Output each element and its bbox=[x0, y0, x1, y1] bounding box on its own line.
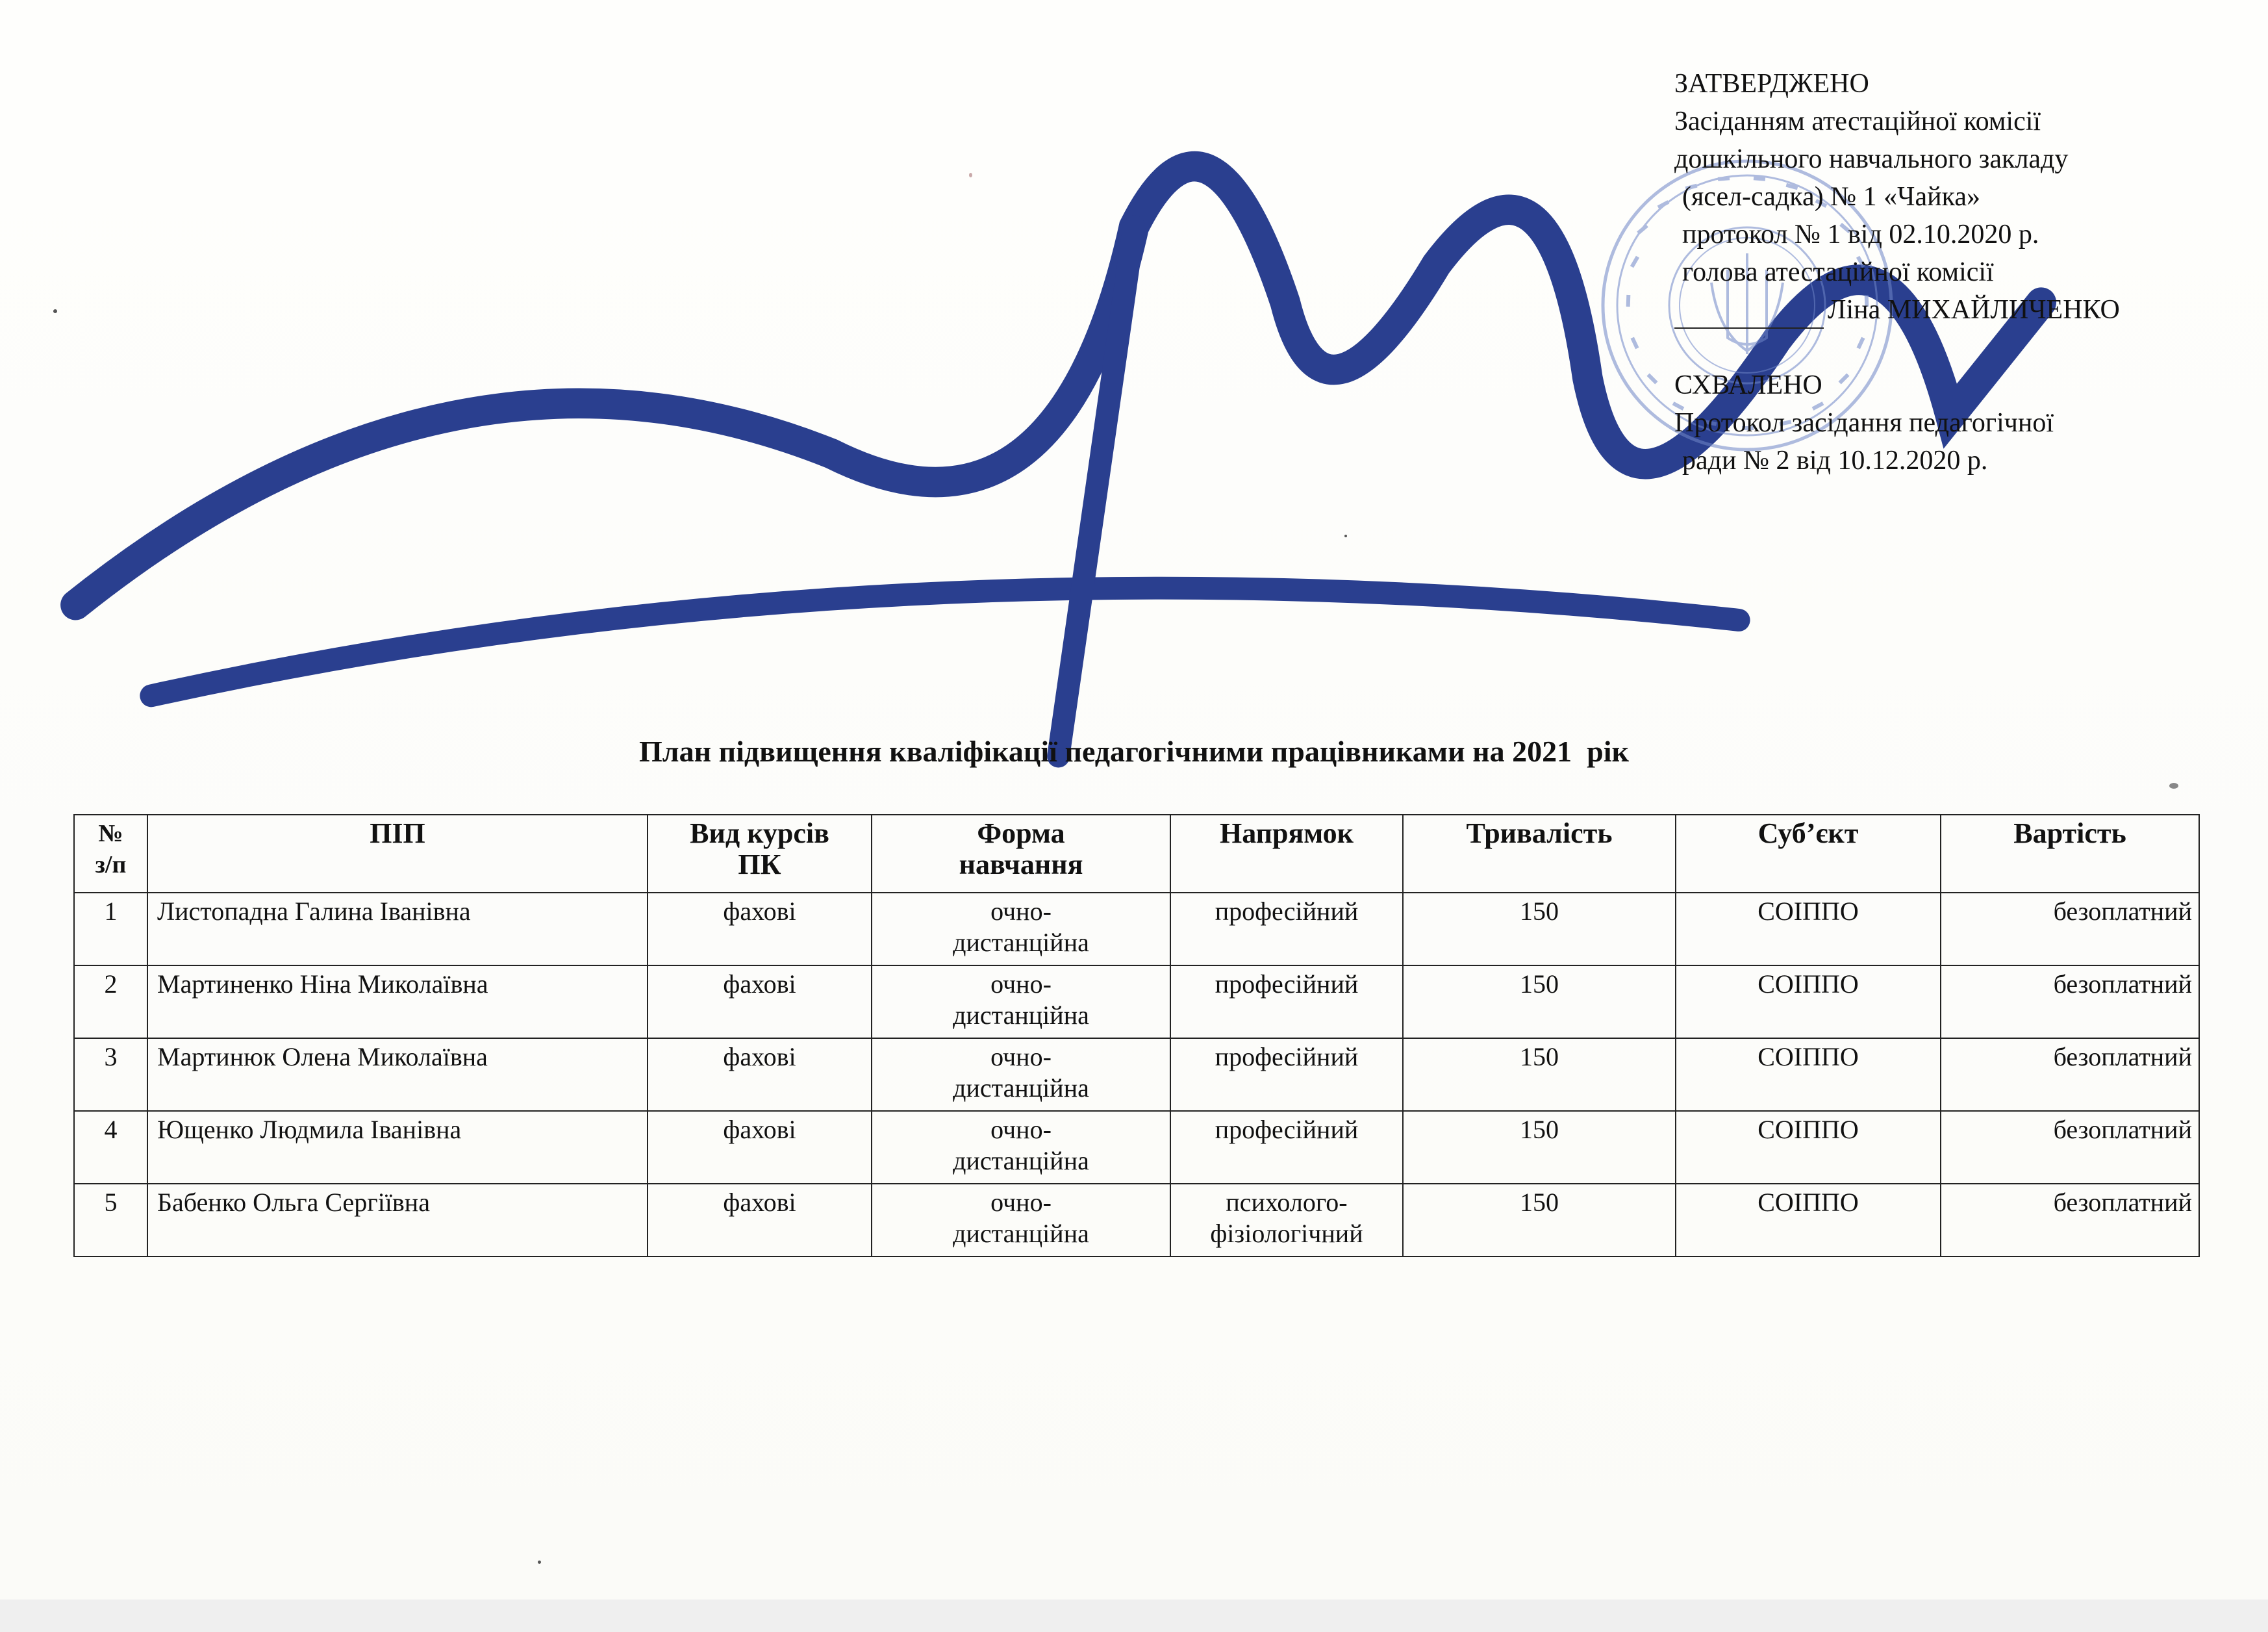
cell-cost: безоплатний bbox=[1941, 893, 2199, 965]
cell-study-form-line: дистанційна bbox=[953, 1219, 1089, 1248]
cell-direction-line: фізіологічний bbox=[1210, 1219, 1363, 1248]
cell-course-kind: фахові bbox=[648, 965, 872, 1038]
table-row bbox=[74, 965, 2199, 1038]
cell-direction-line: професійний bbox=[1215, 969, 1359, 999]
cell-direction-line: психолого- bbox=[1226, 1188, 1348, 1217]
header-subject: Суб’єкт bbox=[1676, 815, 1941, 893]
approved-by-line: дошкільного навчального закладу bbox=[1674, 144, 2069, 174]
header-number-line: № bbox=[98, 820, 123, 847]
cell-cost: безоплатний bbox=[1941, 1111, 2199, 1184]
cell-name: Листопадна Галина Іванівна bbox=[147, 893, 648, 965]
cell-study-form-line: очно- bbox=[990, 1042, 1052, 1071]
cell-number: 5 bbox=[74, 1184, 147, 1256]
cell-direction bbox=[1170, 1038, 1403, 1111]
chair-label: голова атестаційної комісії bbox=[1682, 257, 1994, 287]
signature-line bbox=[1674, 291, 2207, 329]
scan-speck bbox=[538, 1561, 541, 1564]
cell-subject: СОІППО bbox=[1676, 1038, 1941, 1111]
table-row bbox=[74, 1111, 2199, 1184]
cell-duration: 150 bbox=[1403, 1038, 1676, 1111]
scan-speck bbox=[53, 309, 57, 313]
cell-number: 1 bbox=[74, 893, 147, 965]
header-cost: Вартість bbox=[1941, 815, 2199, 893]
cell-study-form bbox=[872, 893, 1170, 965]
endorsed-line: ради № 2 від 10.12.2020 р. bbox=[1682, 446, 1988, 476]
header-number bbox=[74, 815, 147, 893]
header-study-form-line: Форма bbox=[977, 817, 1065, 849]
approval-block bbox=[1674, 65, 2207, 479]
cell-course-kind: фахові bbox=[648, 1038, 872, 1111]
cell-duration: 150 bbox=[1403, 1111, 1676, 1184]
table-row bbox=[74, 1038, 2199, 1111]
cell-number: 2 bbox=[74, 965, 147, 1038]
table-row bbox=[74, 1184, 2199, 1256]
cell-cost: безоплатний bbox=[1941, 1184, 2199, 1256]
cell-study-form bbox=[872, 1111, 1170, 1184]
header-course-kind-line: Вид курсів bbox=[690, 817, 829, 849]
protocol-line: протокол № 1 від 02.10.2020 р. bbox=[1682, 220, 2039, 249]
cell-course-kind: фахові bbox=[648, 1111, 872, 1184]
approved-title: ЗАТВЕРДЖЕНО bbox=[1674, 69, 1869, 99]
cell-study-form-line: дистанційна bbox=[953, 1146, 1089, 1175]
scan-speck bbox=[2169, 783, 2178, 789]
header-study-form-line: навчання bbox=[959, 848, 1083, 880]
cell-subject: СОІППО bbox=[1676, 965, 1941, 1038]
cell-direction-line: професійний bbox=[1215, 1042, 1359, 1071]
table-header-row bbox=[74, 815, 2199, 893]
cell-course-kind: фахові bbox=[648, 1184, 872, 1256]
cell-direction bbox=[1170, 965, 1403, 1038]
cell-cost: безоплатний bbox=[1941, 1038, 2199, 1111]
cell-subject: СОІППО bbox=[1676, 1111, 1941, 1184]
cell-duration: 150 bbox=[1403, 893, 1676, 965]
cell-study-form-line: дистанційна bbox=[953, 1001, 1089, 1030]
cell-cost: безоплатний bbox=[1941, 965, 2199, 1038]
cell-study-form-line: очно- bbox=[990, 897, 1052, 926]
cell-subject: СОІППО bbox=[1676, 1184, 1941, 1256]
cell-study-form-line: очно- bbox=[990, 969, 1052, 999]
approved-by-line: (ясел-садка) № 1 «Чайка» bbox=[1682, 182, 1981, 212]
header-direction: Напрямок bbox=[1170, 815, 1403, 893]
header-name: ПІП bbox=[147, 815, 648, 893]
cell-study-form-line: очно- bbox=[990, 1115, 1052, 1144]
header-duration: Тривалість bbox=[1403, 815, 1676, 893]
cell-study-form bbox=[872, 1184, 1170, 1256]
cell-name: Ющенко Людмила Іванівна bbox=[147, 1111, 648, 1184]
cell-direction bbox=[1170, 893, 1403, 965]
cell-subject: СОІППО bbox=[1676, 893, 1941, 965]
cell-study-form bbox=[872, 965, 1170, 1038]
cell-name: Мартиненко Ніна Миколаївна bbox=[147, 965, 648, 1038]
cell-course-kind: фахові bbox=[648, 893, 872, 965]
cell-direction bbox=[1170, 1111, 1403, 1184]
cell-direction-line: професійний bbox=[1215, 1115, 1359, 1144]
cell-study-form-line: дистанційна bbox=[953, 928, 1089, 957]
cell-study-form bbox=[872, 1038, 1170, 1111]
cell-number: 4 bbox=[74, 1111, 147, 1184]
header-study-form bbox=[872, 815, 1170, 893]
training-plan-table bbox=[73, 814, 2200, 1257]
cell-direction-line: професійний bbox=[1215, 897, 1359, 926]
cell-duration: 150 bbox=[1403, 965, 1676, 1038]
cell-name: Бабенко Ольга Сергіївна bbox=[147, 1184, 648, 1256]
chair-name: Ліна МИХАЙЛИЧЕНКО bbox=[1828, 295, 2120, 325]
cell-number: 3 bbox=[74, 1038, 147, 1111]
signature-blank bbox=[1674, 299, 1824, 329]
approved-by-line: Засіданням атестаційної комісії bbox=[1674, 107, 2041, 136]
scan-speck bbox=[969, 173, 972, 177]
header-course-kind-line: ПК bbox=[738, 848, 781, 880]
cell-name: Мартинюк Олена Миколаївна bbox=[147, 1038, 648, 1111]
cell-direction bbox=[1170, 1184, 1403, 1256]
endorsed-line: Протокол засідання педагогічної bbox=[1674, 408, 2054, 438]
header-number-line: з/п bbox=[95, 851, 127, 878]
header-course-kind bbox=[648, 815, 872, 893]
scan-edge-strip bbox=[0, 1600, 2268, 1632]
scan-speck bbox=[1344, 535, 1347, 537]
table-row bbox=[74, 893, 2199, 965]
page-title: План підвищення кваліфікації педагогічними працівниками на 2021 рік bbox=[639, 735, 1629, 768]
endorsed-title: СХВАЛЕНО bbox=[1674, 370, 1822, 400]
cell-study-form-line: дистанційна bbox=[953, 1073, 1089, 1103]
cell-study-form-line: очно- bbox=[990, 1188, 1052, 1217]
cell-duration: 150 bbox=[1403, 1184, 1676, 1256]
